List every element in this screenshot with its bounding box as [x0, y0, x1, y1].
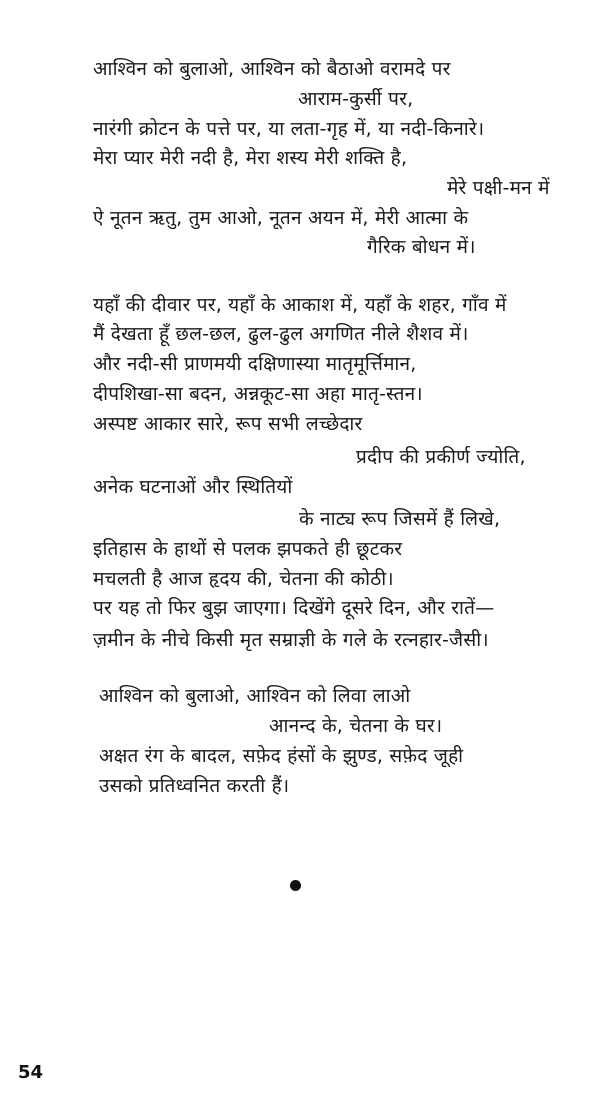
poem-line: आश्विन को बुलाओ, आश्विन को लिवा लाओ: [99, 685, 411, 707]
poem-line: इतिहास के हाथों से पलक झपकते ही छूटकर: [93, 538, 403, 560]
poem-line: यहाँ की दीवार पर, यहाँ के आकाश में, यहाँ के शहर, गाँव में: [93, 294, 507, 316]
poem-line: दीपशिखा-सा बदन, अन्नकूट-सा अहा मातृ-स्तन।: [93, 383, 423, 405]
poem-line: आश्विन को बुलाओ, आश्विन को बैठाओ वरामदे पर: [93, 58, 451, 80]
poem-line: गैरिक बोधन में।: [367, 236, 476, 258]
poem-line: मेरे पक्षी-मन में: [447, 177, 550, 199]
poem-line: ऐ नूतन ऋतु, तुम आओ, नूतन अयन में, मेरी आत्मा के: [93, 207, 469, 229]
poem-line: मैं देखता हूँ छल-छल, ढुल-ढुल अगणित नीले शैशव में।: [93, 323, 469, 345]
poem-line: ज़मीन के नीचे किसी मृत सम्राज्ञी के गले के रत्नहार-जैसी।: [93, 629, 489, 651]
section-separator-dot: [290, 880, 301, 891]
poem-line: पर यह तो फिर बुझ जाएगा। दिखेंगे दूसरे दिन, और रातें—: [93, 597, 495, 619]
poem-line: प्रदीप की प्रकीर्ण ज्योति,: [356, 446, 526, 468]
poem-line: के नाट्य रूप जिसमें हैं लिखे,: [299, 508, 501, 530]
poem-line: मेरा प्यार मेरी नदी है, मेरा शस्य मेरी शक्ति है,: [93, 147, 408, 169]
poem-line: अनेक घटनाओं और स्थितियों: [93, 476, 293, 498]
poem-line: अक्षत रंग के बादल, सफ़ेद हंसों के झुण्ड, सफ़ेद जूही: [99, 745, 464, 767]
poem-line: आनन्द के, चेतना के घर।: [269, 715, 443, 737]
poem-line: आराम-कुर्सी पर,: [298, 88, 414, 110]
poem-line: और नदी-सी प्राणमयी दक्षिणास्या मातृमूर्त्तिमान,: [93, 353, 417, 375]
poem-line: अस्पष्ट आकार सारे, रूप सभी लच्छेदार: [93, 413, 363, 435]
page-number: 54: [18, 1062, 44, 1083]
poem-line: उसको प्रतिध्वनित करती हैं।: [99, 775, 290, 797]
poem-line: मचलती है आज हृदय की, चेतना की कोठी।: [93, 568, 394, 590]
poem-line: नारंगी क्रोटन के पत्ते पर, या लता-गृह में, या नदी-किनारे।: [93, 118, 485, 140]
